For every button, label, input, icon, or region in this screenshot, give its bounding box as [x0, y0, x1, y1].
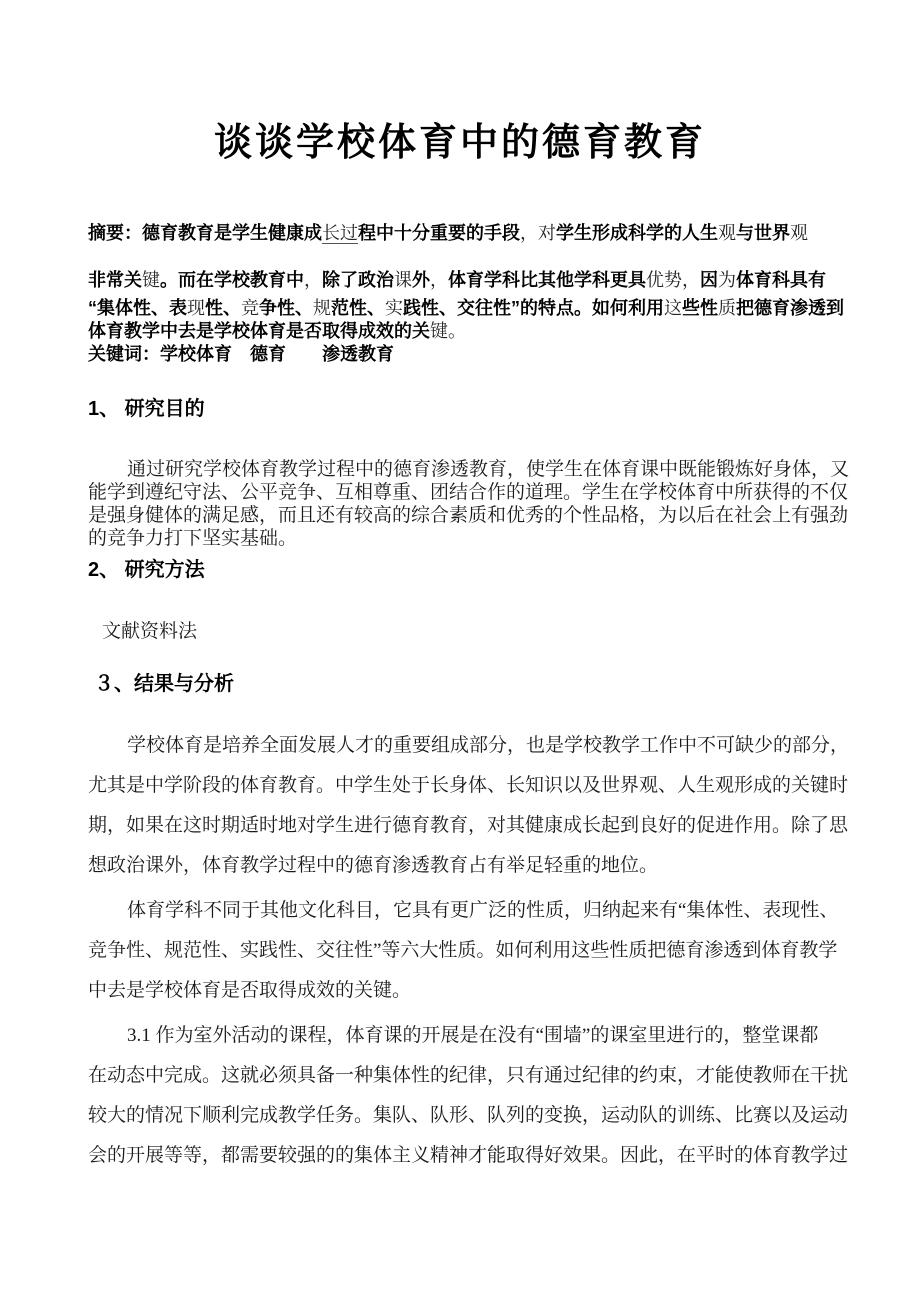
- paragraph: [88, 620, 832, 643]
- text-line: 3.1 作为室外活动的课程，体育课的开展是在没有“围墙”的课室里进行的，整堂课都: [127, 1025, 819, 1046]
- text-line: 学校体育是培养全面发展人才的重要组成部分，也是学校教学工作中不可缺少的部分，: [127, 735, 850, 756]
- text-line: 想政治课外，体育教学过程中的德育渗透教育占有举足轻重的地位。: [88, 855, 659, 876]
- text-line: 能学到遵纪守法、公平竞争、互相尊重、团结合作的道理。学生在学校体育中所获得的不仅: [88, 482, 849, 503]
- text-line: 是强身健体的满足感，而且还有较高的综合素质和优秀的个性品格，为以后在社会上有强劲: [88, 505, 849, 526]
- text-run: 性、: [205, 298, 241, 318]
- text-line: 竞争性、规范性、实践性、交往性”等六大性质。如何利用这些性质把德育渗透到体育教学: [88, 940, 838, 961]
- section-heading: ３、结果与分析: [94, 673, 234, 695]
- text-run: 程中十分重要的手段: [358, 223, 520, 243]
- text-line: 的竞争力打下坚实基础。: [88, 528, 298, 549]
- text-run: 质: [718, 298, 736, 318]
- text-run: 。而在学校教育中: [160, 270, 304, 290]
- text-line: 尤其是中学阶段的体育教育。中学生处于长身体、长知识以及世界观、人生观形成的关键时: [88, 775, 849, 796]
- text-run: 规: [313, 298, 331, 318]
- paragraph: [88, 726, 850, 886]
- text-run: ，对: [520, 223, 556, 243]
- text-line: 中去是学校体育是否取得成效的关键。: [88, 980, 412, 1001]
- abstract-block: [88, 222, 844, 343]
- text-run: 实: [385, 298, 403, 318]
- text-run: 这: [664, 298, 682, 318]
- text-run: 争性、: [259, 298, 313, 318]
- text-run: ，: [430, 270, 448, 290]
- section-heading: 1、 研究目的: [88, 398, 205, 420]
- page-title: 谈谈学校体育中的德育教育: [213, 122, 706, 164]
- text-run: 键: [142, 270, 160, 290]
- text-run: ，: [304, 270, 322, 290]
- text-run: 摘要：: [88, 223, 142, 243]
- text-run: 学生形成科学的人生: [556, 223, 718, 243]
- text-run: 竞: [241, 298, 259, 318]
- abstract-line: [88, 320, 832, 343]
- document-body: [88, 397, 850, 1176]
- text-run: 与世界: [736, 223, 790, 243]
- text-run: 把德育渗透到: [736, 298, 844, 318]
- text-line: 较大的情况下顺利完成教学任务。集队、队形、队列的变换，运动队的训练、比赛以及运动: [88, 1105, 849, 1126]
- text-run: 践性、交往性”的特点。如何利用: [403, 298, 664, 318]
- text-run: 观: [718, 223, 736, 243]
- text-line: 通过研究学校体育教学过程中的德育渗透教育，使学生在体育课中既能锻炼好身体，又: [127, 459, 850, 480]
- text-run: 除了政治: [322, 270, 394, 290]
- text-run: 键。: [430, 321, 466, 341]
- text-line: 文献资料法: [102, 621, 198, 642]
- text-run: “集体性、表: [88, 298, 187, 318]
- text-run: 德育教育是学生健康成: [142, 223, 322, 243]
- section-heading: 2、 研究方法: [88, 559, 205, 581]
- abstract-line: [88, 269, 832, 292]
- text-run: 为: [718, 270, 736, 290]
- text-run: 体育学科比其他学科更具: [448, 270, 646, 290]
- text-run: 优势，: [646, 270, 700, 290]
- text-run: 观: [790, 223, 808, 243]
- text-run: 长过: [322, 223, 358, 243]
- keywords-line: 关键词：学校体育 德育 渗透教育: [88, 344, 394, 364]
- text-run: 些性: [682, 298, 718, 318]
- text-line: 体育学科不同于其他文化科目，它具有更广泛的性质，归纳起来有“集体性、表现性、: [127, 900, 839, 921]
- text-run: 因: [700, 270, 718, 290]
- text-run: 体育教学中去是学校体育是否取得成效的关: [88, 321, 430, 341]
- text-run: 现: [187, 298, 205, 318]
- text-run: 体育科具有: [736, 270, 826, 290]
- abstract-line: [88, 297, 844, 320]
- paragraph: [88, 458, 850, 550]
- text-line: 期，如果在这时期适时地对学生进行德育教育，对其健康成长起到良好的促进作用。除了思: [88, 815, 849, 836]
- text-line: 会的开展等等，都需要较强的的集体主义精神才能取得好效果。因此，在平时的体育教学过: [88, 1145, 849, 1166]
- text-line: 在动态中完成。这就必须具备一种集体性的纪律，只有通过纪律的约束，才能使教师在干扰: [88, 1065, 849, 1086]
- text-run: 课: [394, 270, 412, 290]
- text-run: 范性、: [331, 298, 385, 318]
- paragraph: [88, 1016, 849, 1176]
- text-run: 外: [412, 270, 430, 290]
- paragraph: [88, 891, 839, 1011]
- abstract-line: [88, 222, 832, 245]
- text-run: 非常关: [88, 270, 142, 290]
